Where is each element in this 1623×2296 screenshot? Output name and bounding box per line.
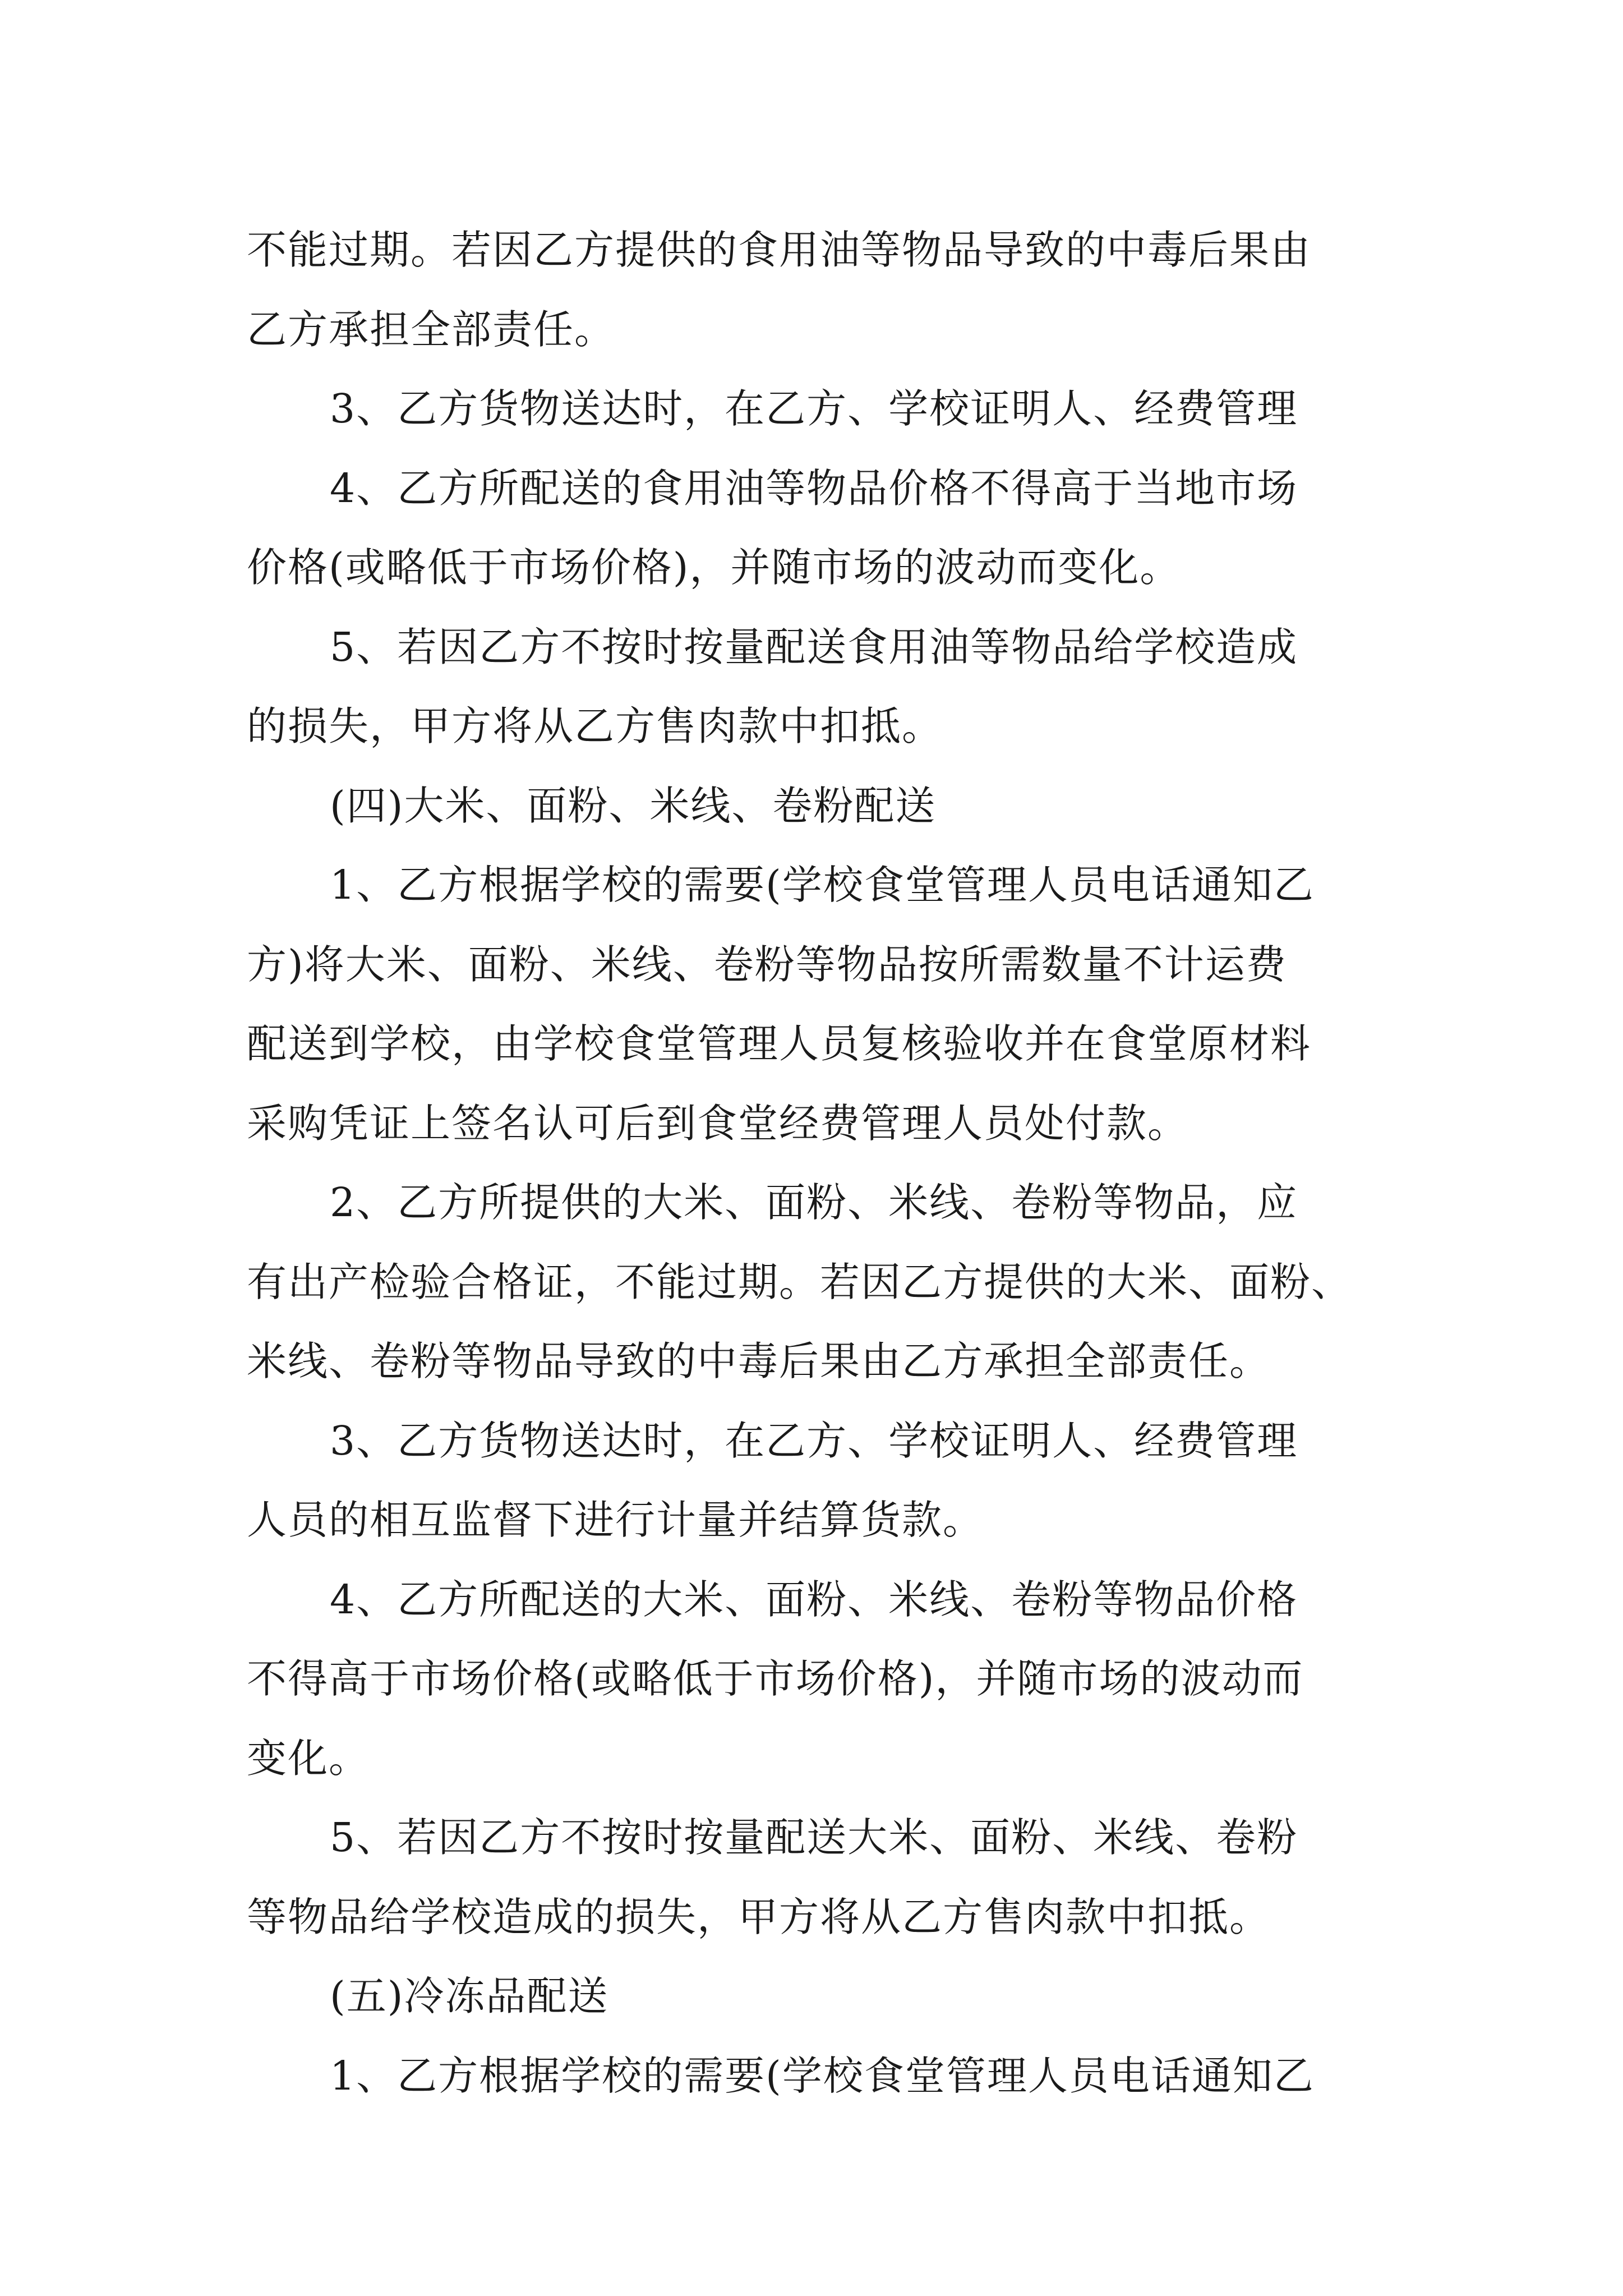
text-line: 不能过期。若因乙方提供的食用油等物品导致的中毒后果由 [247, 227, 1312, 273]
text-line: 1、乙方根据学校的需要(学校食堂管理人员电话通知乙 [330, 862, 1315, 908]
text-line: 5、若因乙方不按时按量配送大米、面粉、米线、卷粉 [330, 1814, 1298, 1861]
text-line: 3、乙方货物送达时，在乙方、学校证明人、经费管理 [330, 1417, 1298, 1464]
text-line: 4、乙方所配送的食用油等物品价格不得高于当地市场 [330, 464, 1298, 512]
text-line: 价格(或略低于市场价格)，并随市场的波动而变化。 [247, 544, 1181, 591]
text-line: 3、乙方货物送达时，在乙方、学校证明人、经费管理 [330, 385, 1298, 432]
section-heading: (五)冷冻品配送 [330, 1973, 609, 2019]
text-line: 1、乙方根据学校的需要(学校食堂管理人员电话通知乙 [330, 2052, 1315, 2099]
section-heading: (四)大米、面粉、米线、卷粉配送 [330, 782, 937, 829]
text-line: 米线、卷粉等物品导致的中毒后果由乙方承担全部责任。 [247, 1338, 1271, 1384]
document-body [247, 210, 1380, 2115]
text-line: 采购凭证上签名认可后到食堂经费管理人员处付款。 [247, 1099, 1189, 1147]
text-line: 变化。 [247, 1734, 370, 1782]
text-line: 4、乙方所配送的大米、面粉、米线、卷粉等物品价格 [330, 1576, 1298, 1623]
text-line: 人员的相互监督下进行计量并结算货款。 [247, 1497, 984, 1543]
text-line: 等物品给学校造成的损失，甲方将从乙方售肉款中扣抵。 [247, 1893, 1271, 1940]
text-line: 方)将大米、面粉、米线、卷粉等物品按所需数量不计运费 [247, 941, 1287, 988]
text-line: 不得高于市场价格(或略低于市场价格)，并随市场的波动而 [247, 1655, 1304, 1702]
text-line: 5、若因乙方不按时按量配送食用油等物品给学校造成 [330, 623, 1298, 670]
text-line: 2、乙方所提供的大米、面粉、米线、卷粉等物品，应 [330, 1179, 1298, 1226]
text-line: 乙方承担全部责任。 [247, 306, 616, 353]
text-line: 的损失，甲方将从乙方售肉款中扣抵。 [247, 703, 943, 749]
text-line: 有出产检验合格证，不能过期。若因乙方提供的大米、面粉、 [247, 1258, 1353, 1305]
text-line: 配送到学校，由学校食堂管理人员复核验收并在食堂原材料 [247, 1020, 1312, 1067]
